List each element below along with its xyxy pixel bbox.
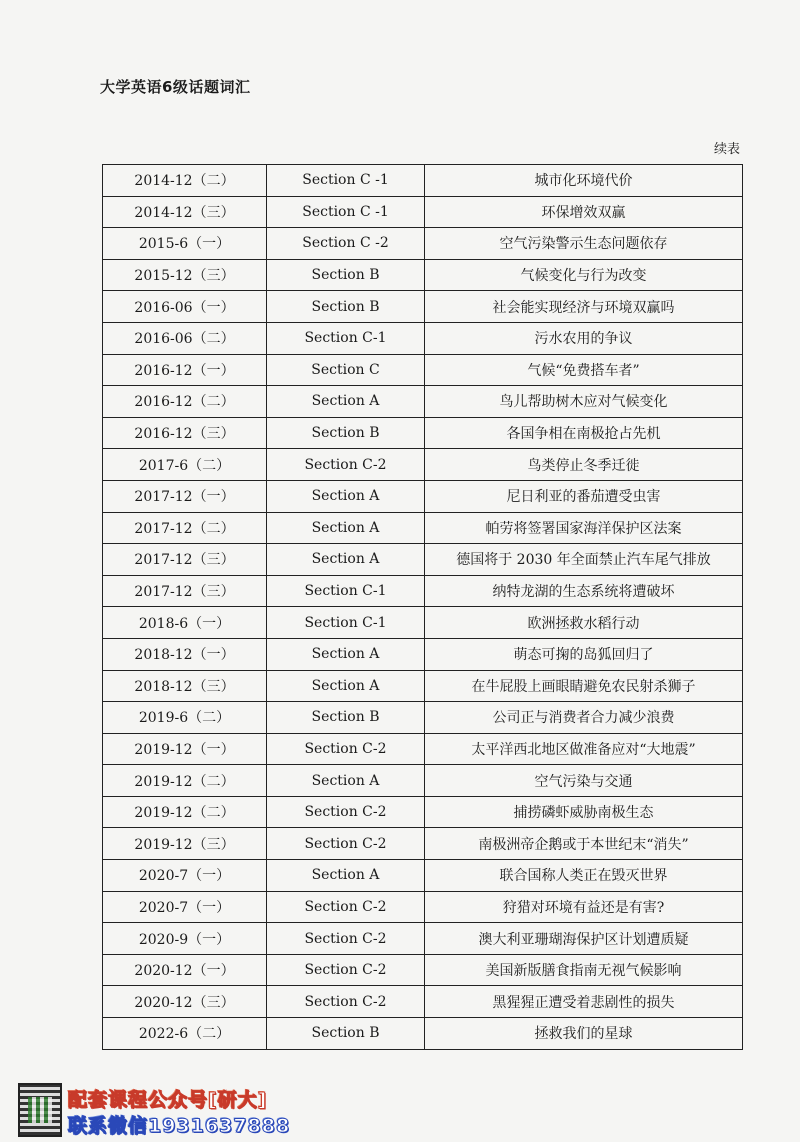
section-cell: Section A: [267, 638, 425, 670]
topic-cell: 各国争相在南极抢占先机: [425, 417, 743, 449]
topic-cell: 狩猎对环境有益还是有害?: [425, 891, 743, 923]
section-cell: Section C-1: [267, 607, 425, 639]
section-cell: Section A: [267, 670, 425, 702]
topic-cell: 在牛屁股上画眼睛避免农民射杀狮子: [425, 670, 743, 702]
section-cell: Section A: [267, 480, 425, 512]
table-row: [103, 449, 743, 481]
topic-cell: 公司正与消费者合力减少浪费: [425, 702, 743, 734]
section-cell: Section B: [267, 1018, 425, 1050]
section-cell: Section C-2: [267, 828, 425, 860]
table-row: [103, 322, 743, 354]
watermark-line-2: 联系微信1931637888: [68, 1115, 291, 1137]
exam-date-cell: 2018-12（一）: [103, 638, 267, 670]
table-row: [103, 165, 743, 197]
table-row: [103, 607, 743, 639]
topic-cell: 欧洲拯救水稻行动: [425, 607, 743, 639]
table-row: [103, 828, 743, 860]
exam-date-cell: 2020-7（一）: [103, 891, 267, 923]
table-row: [103, 638, 743, 670]
exam-date-cell: 2019-12（二）: [103, 796, 267, 828]
watermark: [18, 1083, 318, 1139]
exam-date-cell: 2016-12（一）: [103, 354, 267, 386]
table-row: [103, 575, 743, 607]
page-title: 大学英语6级话题词汇: [100, 78, 251, 96]
topic-cell: 空气污染与交通: [425, 765, 743, 797]
topic-cell: 太平洋西北地区做准备应对“大地震”: [425, 733, 743, 765]
section-cell: Section C-1: [267, 322, 425, 354]
exam-date-cell: 2015-6（一）: [103, 228, 267, 260]
exam-date-cell: 2016-12（二）: [103, 386, 267, 418]
exam-date-cell: 2016-12（三）: [103, 417, 267, 449]
topic-cell: 污水农用的争议: [425, 322, 743, 354]
exam-date-cell: 2014-12（二）: [103, 165, 267, 197]
qr-code-icon: [18, 1083, 62, 1137]
table-row: [103, 1018, 743, 1050]
table-row: [103, 986, 743, 1018]
topic-cell: 拯救我们的星球: [425, 1018, 743, 1050]
table-row: [103, 480, 743, 512]
section-cell: Section B: [267, 417, 425, 449]
section-cell: Section C: [267, 354, 425, 386]
table-row: [103, 702, 743, 734]
topic-cell: 黑猩猩正遭受着悲剧性的损失: [425, 986, 743, 1018]
section-cell: Section C-2: [267, 796, 425, 828]
topic-cell: 纳特龙湖的生态系统将遭破坏: [425, 575, 743, 607]
topic-cell: 帕劳将签署国家海洋保护区法案: [425, 512, 743, 544]
table-row: [103, 544, 743, 576]
section-cell: Section B: [267, 291, 425, 323]
exam-date-cell: 2017-12（三）: [103, 575, 267, 607]
table-row: [103, 259, 743, 291]
topic-cell: 萌态可掬的岛狐回归了: [425, 638, 743, 670]
table-row: [103, 860, 743, 892]
exam-date-cell: 2017-12（三）: [103, 544, 267, 576]
section-cell: Section A: [267, 860, 425, 892]
exam-date-cell: 2020-12（一）: [103, 954, 267, 986]
topic-cell: 澳大利亚珊瑚海保护区计划遭质疑: [425, 923, 743, 955]
continued-label: 续表: [713, 142, 740, 157]
table-row: [103, 228, 743, 260]
section-cell: Section C -1: [267, 165, 425, 197]
table-row: [103, 417, 743, 449]
section-cell: Section C-2: [267, 733, 425, 765]
topic-cell: 捕捞磷虾威胁南极生态: [425, 796, 743, 828]
table-row: [103, 891, 743, 923]
table-row: [103, 291, 743, 323]
exam-date-cell: 2019-12（一）: [103, 733, 267, 765]
topic-cell: 气候变化与行为改变: [425, 259, 743, 291]
exam-date-cell: 2020-7（一）: [103, 860, 267, 892]
topic-cell: 气候“免费搭车者”: [425, 354, 743, 386]
exam-date-cell: 2019-6（二）: [103, 702, 267, 734]
exam-date-cell: 2016-06（二）: [103, 322, 267, 354]
table-row: [103, 386, 743, 418]
topic-table-body: [103, 165, 743, 1050]
section-cell: Section C-2: [267, 954, 425, 986]
topic-cell: 南极洲帝企鹅或于本世纪末“消失”: [425, 828, 743, 860]
exam-date-cell: 2022-6（二）: [103, 1018, 267, 1050]
exam-date-cell: 2017-12（二）: [103, 512, 267, 544]
topic-cell: 社会能实现经济与环境双赢吗: [425, 291, 743, 323]
exam-date-cell: 2019-12（二）: [103, 765, 267, 797]
topic-table: [102, 164, 743, 1050]
section-cell: Section B: [267, 702, 425, 734]
section-cell: Section C-1: [267, 575, 425, 607]
section-cell: Section B: [267, 259, 425, 291]
section-cell: Section A: [267, 765, 425, 797]
topic-cell: 联合国称人类正在毁灭世界: [425, 860, 743, 892]
topic-cell: 尼日利亚的番茄遭受虫害: [425, 480, 743, 512]
exam-date-cell: 2019-12（三）: [103, 828, 267, 860]
section-cell: Section A: [267, 512, 425, 544]
exam-date-cell: 2017-6（二）: [103, 449, 267, 481]
exam-date-cell: 2016-06（一）: [103, 291, 267, 323]
section-cell: Section C-2: [267, 923, 425, 955]
exam-date-cell: 2018-12（三）: [103, 670, 267, 702]
table-row: [103, 354, 743, 386]
section-cell: Section A: [267, 386, 425, 418]
exam-date-cell: 2017-12（一）: [103, 480, 267, 512]
table-row: [103, 796, 743, 828]
topic-cell: 环保增效双赢: [425, 196, 743, 228]
exam-date-cell: 2018-6（一）: [103, 607, 267, 639]
topic-cell: 城市化环境代价: [425, 165, 743, 197]
exam-date-cell: 2015-12（三）: [103, 259, 267, 291]
watermark-line-1: 配套课程公众号[研大]: [68, 1089, 268, 1111]
table-row: [103, 923, 743, 955]
section-cell: Section C-2: [267, 449, 425, 481]
section-cell: Section C -2: [267, 228, 425, 260]
exam-date-cell: 2020-9（一）: [103, 923, 267, 955]
table-row: [103, 954, 743, 986]
exam-date-cell: 2020-12（三）: [103, 986, 267, 1018]
topic-cell: 鸟儿帮助树木应对气候变化: [425, 386, 743, 418]
section-cell: Section C-2: [267, 891, 425, 923]
section-cell: Section C-2: [267, 986, 425, 1018]
section-cell: Section C -1: [267, 196, 425, 228]
topic-cell: 空气污染警示生态问题依存: [425, 228, 743, 260]
section-cell: Section A: [267, 544, 425, 576]
table-row: [103, 733, 743, 765]
table-row: [103, 670, 743, 702]
topic-cell: 德国将于 2030 年全面禁止汽车尾气排放: [425, 544, 743, 576]
table-row: [103, 196, 743, 228]
table-row: [103, 512, 743, 544]
table-row: [103, 765, 743, 797]
topic-cell: 鸟类停止冬季迁徙: [425, 449, 743, 481]
exam-date-cell: 2014-12（三）: [103, 196, 267, 228]
topic-cell: 美国新版膳食指南无视气候影响: [425, 954, 743, 986]
